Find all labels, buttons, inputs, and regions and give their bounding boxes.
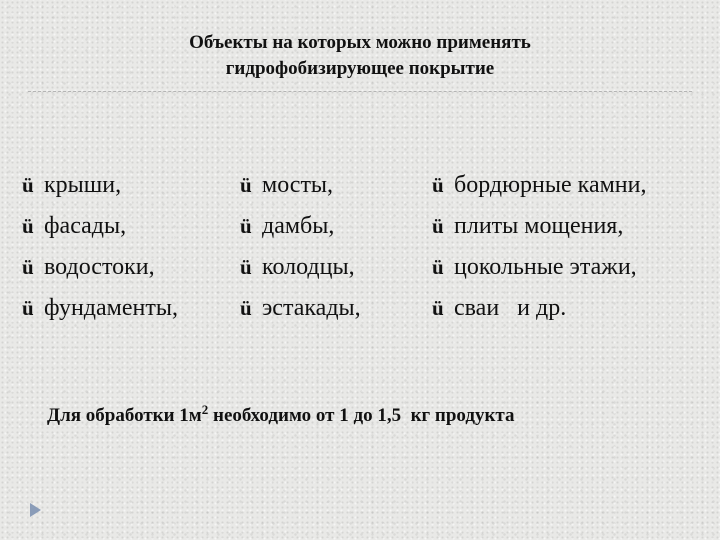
objects-column-2 bbox=[240, 165, 361, 329]
checkmark-icon: ü bbox=[22, 296, 34, 320]
checkmark-icon: ü bbox=[432, 214, 444, 238]
list-item-text: колодцы, bbox=[262, 254, 355, 280]
checkmark-icon: ü bbox=[240, 214, 252, 238]
note-superscript: 2 bbox=[201, 402, 209, 417]
checkmark-icon: ü bbox=[432, 296, 444, 320]
slide-title bbox=[60, 30, 660, 82]
list-item-text: сваи и др. bbox=[454, 295, 567, 321]
list-item-text: цокольные этажи, bbox=[454, 254, 637, 280]
list-item-text: плиты мощения, bbox=[454, 213, 624, 239]
list-item-text: фасады, bbox=[44, 213, 127, 239]
list-item bbox=[240, 165, 361, 206]
list-item bbox=[240, 288, 361, 329]
list-item-text: крыши, bbox=[44, 172, 122, 198]
list-item-text: мосты, bbox=[262, 172, 334, 198]
checkmark-icon: ü bbox=[432, 255, 444, 279]
list-item bbox=[22, 206, 178, 247]
title-line-1: Объекты на которых можно применять bbox=[189, 32, 531, 53]
list-item bbox=[22, 165, 178, 206]
list-item-text: фундаменты, bbox=[44, 295, 178, 321]
list-item-text: эстакады, bbox=[262, 295, 361, 321]
title-line-2: гидрофобизирующее покрытие bbox=[225, 58, 495, 79]
objects-column-3 bbox=[432, 165, 646, 329]
note-suffix: необходимо от 1 до 1,5 кг продукта bbox=[208, 405, 515, 426]
checkmark-icon: ü bbox=[22, 255, 34, 279]
list-item bbox=[432, 165, 646, 206]
checkmark-icon: ü bbox=[432, 173, 444, 197]
list-item bbox=[22, 247, 178, 288]
checkmark-icon: ü bbox=[22, 214, 34, 238]
next-slide-arrow-icon[interactable] bbox=[30, 503, 41, 517]
list-item bbox=[22, 288, 178, 329]
checkmark-icon: ü bbox=[240, 173, 252, 197]
list-item bbox=[432, 247, 646, 288]
objects-column-1 bbox=[22, 165, 178, 329]
list-item bbox=[240, 247, 361, 288]
list-item bbox=[432, 288, 646, 329]
title-divider bbox=[28, 91, 692, 92]
list-item-text: дамбы, bbox=[262, 213, 335, 239]
checkmark-icon: ü bbox=[240, 255, 252, 279]
checkmark-icon: ü bbox=[22, 173, 34, 197]
checkmark-icon: ü bbox=[240, 296, 252, 320]
list-item bbox=[240, 206, 361, 247]
list-item-text: водостоки, bbox=[44, 254, 155, 280]
list-item-text: бордюрные камни, bbox=[454, 172, 647, 198]
note-prefix: Для обработки 1м bbox=[47, 405, 202, 426]
consumption-note bbox=[47, 402, 515, 427]
list-item bbox=[432, 206, 646, 247]
